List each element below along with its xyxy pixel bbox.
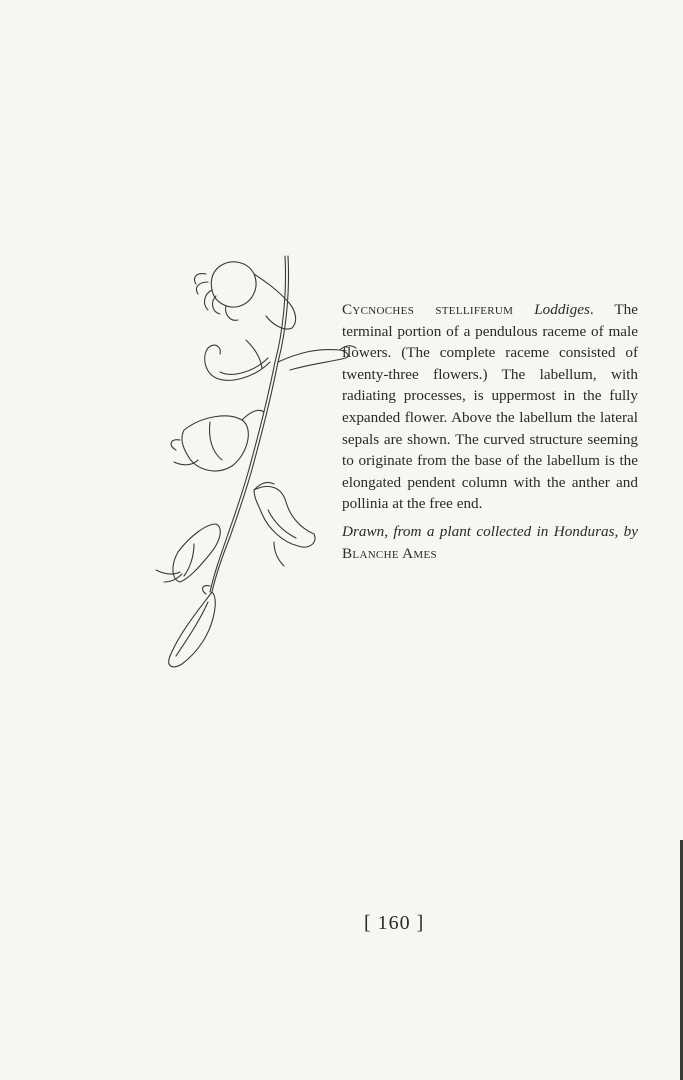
orchid-illustration (150, 252, 360, 672)
artist-name: Blanche Ames (342, 544, 437, 562)
plate-caption (342, 299, 638, 564)
description-text: The terminal portion of a pendulous raceme of male flowers. (The complete raceme consisted of twenty-three flowers.) The labellum, with radiating processes, is uppermost in the fully expanded flower. Above the labellum the lateral sepals are shown. The curved structure seeming to originate from the base of the labellum is the elongated pendent column with the anther and pollinia at the free end. (342, 301, 638, 513)
caption-description: Cycnoches stelliferum Loddiges. The terminal portion of a pendulous raceme of male flowers. (The complete raceme consisted of twenty-three flowers.) The labellum, with radiating processes, is uppermost in the fully expanded flower. Above the labellum the lateral sepals are shown. The curved structure seeming to originate from the base of the labellum is the elongated pendent column with the anther and pollinia at the free end. (342, 301, 638, 513)
species-authority: Loddiges (534, 301, 590, 318)
species-name: Cycnoches stelliferum (342, 301, 514, 318)
credit-text: Drawn, from a plant collected in Honduras, by (342, 522, 638, 540)
caption-credit (342, 521, 638, 564)
page-number: [ 160 ] (364, 912, 425, 934)
